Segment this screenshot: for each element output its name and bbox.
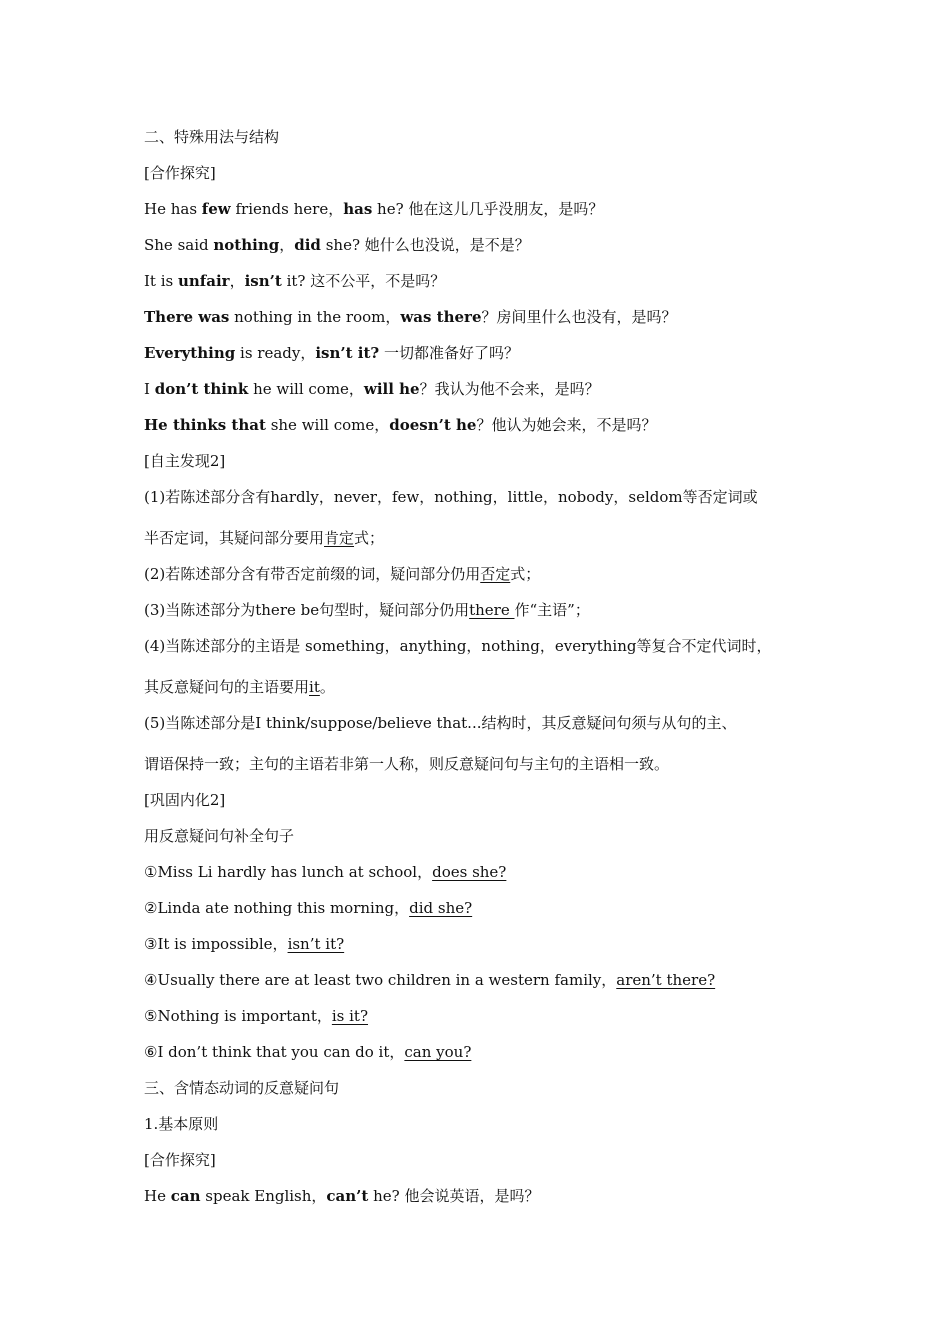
text-run: (3)当陈述部分为there be句型时，疑问部分仍用	[144, 601, 470, 619]
text-run: he will come，	[248, 380, 364, 398]
text-run: It is	[144, 272, 178, 290]
answer-blank: is it?	[331, 1007, 369, 1025]
bold-text: There was	[144, 308, 230, 326]
text-run: ②Linda ate nothing this morning，	[144, 899, 410, 917]
example-line	[144, 1186, 539, 1206]
text-run: [自主发现2]	[144, 452, 226, 470]
example-line	[144, 307, 677, 327]
bold-text: did	[294, 236, 321, 254]
answer-blank: there	[469, 601, 515, 619]
example-line	[144, 235, 530, 255]
answer-blank: aren’t there?	[616, 971, 716, 989]
text-run: I	[144, 380, 155, 398]
text-run: (2)若陈述部分含有带否定前缀的词，疑问部分仍用	[144, 565, 481, 583]
rule-line	[144, 487, 758, 507]
example-line	[144, 343, 519, 363]
text-run: [巩固内化2]	[144, 791, 226, 809]
exercise-instruction	[144, 826, 294, 846]
text-run: He has	[144, 200, 202, 218]
text-run: 三、含情态动词的反意疑问句	[144, 1079, 340, 1097]
text-run: ⑤Nothing is important，	[144, 1007, 332, 1025]
example-line	[144, 199, 603, 219]
text-run: it? 这不公平，不是吗？	[281, 272, 446, 290]
exercise-item	[144, 1042, 471, 1062]
bold-text: isn’t it?	[315, 344, 380, 362]
label-cooperate-explore	[144, 163, 216, 183]
text-run: ，	[229, 272, 245, 290]
section-heading-3	[144, 1078, 339, 1098]
example-line	[144, 415, 656, 435]
text-run: speak English，	[200, 1187, 327, 1205]
bold-text: unfair	[177, 272, 230, 290]
bold-text: doesn’t he	[389, 416, 477, 434]
bold-text: few	[201, 200, 231, 218]
bold-text: was there	[400, 308, 482, 326]
bold-text: can’t	[326, 1187, 369, 1205]
example-line	[144, 271, 445, 291]
text-run: 1.基本原则	[144, 1115, 219, 1133]
exercise-item	[144, 970, 715, 990]
text-run: ①Miss Li hardly has lunch at school，	[144, 863, 433, 881]
rule-line	[144, 528, 384, 548]
answer-blank: it	[309, 678, 320, 696]
text-run: is ready，	[235, 344, 316, 362]
text-run: friends here，	[230, 200, 344, 218]
section-heading-2	[144, 127, 279, 147]
text-run: nothing in the room，	[229, 308, 401, 326]
text-run: she will come，	[265, 416, 390, 434]
bold-text: Everything	[144, 344, 236, 362]
bold-text: He thinks that	[144, 416, 266, 434]
text-run: 二、特殊用法与结构	[144, 128, 280, 146]
text-run: ？房间里什么也没有，是吗？	[481, 308, 677, 326]
answer-blank: 肯定	[324, 529, 355, 547]
text-run: he? 他在这儿几乎没朋友，是吗？	[372, 200, 604, 218]
rule-line	[144, 754, 669, 774]
rule-line	[144, 600, 590, 620]
text-run: 式；	[510, 565, 541, 583]
answer-blank: did she?	[409, 899, 473, 917]
text-run: 半否定词，其疑问部分要用	[144, 529, 325, 547]
text-run: [合作探究]	[144, 164, 216, 182]
bold-text: can	[170, 1187, 201, 1205]
rule-line	[144, 564, 540, 584]
text-run: ？我认为他不会来，是吗？	[419, 380, 600, 398]
text-run: ？他认为她会来，不是吗？	[476, 416, 657, 434]
subheading-basic-principle	[144, 1114, 218, 1134]
text-run: she? 她什么也没说，是不是？	[320, 236, 530, 254]
text-run: ，	[279, 236, 295, 254]
label-consolidate-2	[144, 790, 225, 810]
bold-text: will he	[363, 380, 420, 398]
text-run: (1)若陈述部分含有hardly，never，few，nothing，little，nobody，seldom等否定词或	[144, 488, 758, 506]
exercise-item	[144, 1006, 368, 1026]
text-run: 一切都准备好了吗？	[379, 344, 519, 362]
bold-text: don’t think	[154, 380, 249, 398]
bold-text: nothing	[213, 236, 280, 254]
exercise-item	[144, 898, 472, 918]
text-run: ⑥I don’t think that you can do it，	[144, 1043, 405, 1061]
text-run: ③It is impossible，	[144, 935, 288, 953]
text-run: ④Usually there are at least two children in a western family，	[144, 971, 617, 989]
exercise-item	[144, 862, 506, 882]
text-run: 作“主语”；	[514, 601, 590, 619]
exercise-item	[144, 934, 344, 954]
bold-text: isn’t	[244, 272, 282, 290]
text-run: 用反意疑问句补全句子	[144, 827, 295, 845]
bold-text: has	[343, 200, 373, 218]
answer-blank: 否定	[480, 565, 511, 583]
rule-line	[144, 713, 737, 733]
label-self-discover-2	[144, 451, 225, 471]
answer-blank: isn’t it?	[287, 935, 345, 953]
answer-blank: can you?	[404, 1043, 472, 1061]
label-cooperate-explore	[144, 1150, 216, 1170]
example-line	[144, 379, 600, 399]
text-run: [合作探究]	[144, 1151, 216, 1169]
answer-blank: does she?	[432, 863, 507, 881]
text-run: (5)当陈述部分是I think/suppose/believe that...结构时，其反意疑问句须与从句的主、	[144, 714, 737, 732]
text-run: he? 他会说英语，是吗？	[368, 1187, 540, 1205]
text-run: (4)当陈述部分的主语是 something，anything，nothing，everything等复合不定代词时，	[144, 637, 772, 655]
text-run: He	[144, 1187, 171, 1205]
text-run: 谓语保持一致；主句的主语若非第一人称，则反意疑问句与主句的主语相一致。	[144, 755, 670, 773]
text-run: 式；	[354, 529, 385, 547]
rule-line	[144, 677, 335, 697]
text-run: She said	[144, 236, 214, 254]
text-run: 。	[319, 678, 335, 696]
rule-line	[144, 636, 771, 656]
text-run: 其反意疑问句的主语要用	[144, 678, 310, 696]
